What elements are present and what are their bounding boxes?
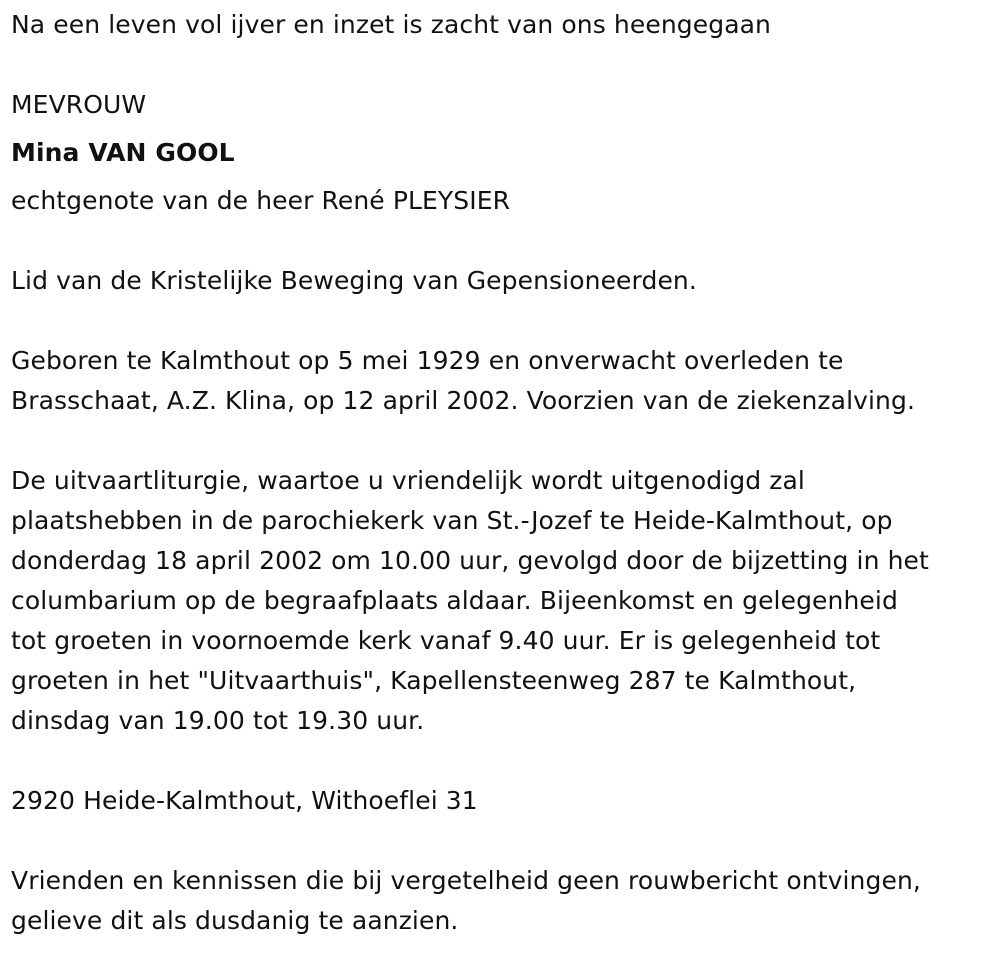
title-honorific: MEVROUW (11, 90, 147, 119)
membership-line: Lid van de Kristelijke Beweging van Gepensioneerden. (11, 266, 697, 295)
funeral-line: tot groeten in voornoemde kerk vanaf 9.40 uur. Er is gelegenheid tot (11, 626, 881, 655)
closing-line: Vrienden en kennissen die bij vergetelheid geen rouwbericht ontvingen, (11, 866, 921, 895)
deceased-name: Mina VAN GOOL (11, 138, 235, 167)
closing-line: gelieve dit als dusdanig te aanzien. (11, 906, 459, 935)
funeral-line: plaatshebben in de parochiekerk van St.-Jozef te Heide-Kalmthout, op (11, 506, 893, 535)
birth-death-line: Brasschaat, A.Z. Klina, op 12 april 2002. Voorzien van de ziekenzalving. (11, 386, 916, 415)
funeral-line: groeten in het "Uitvaarthuis", Kapellensteenweg 287 te Kalmthout, (11, 666, 857, 695)
spouse-line: echtgenote van de heer René PLEYSIER (11, 186, 511, 215)
birth-death-line: Geboren te Kalmthout op 5 mei 1929 en onverwacht overleden te (11, 346, 844, 375)
funeral-line: dinsdag van 19.00 tot 19.30 uur. (11, 706, 425, 735)
funeral-line: columbarium op de begraafplaats aldaar. Bijeenkomst en gelegenheid (11, 586, 898, 615)
funeral-line: donderdag 18 april 2002 om 10.00 uur, gevolgd door de bijzetting in het (11, 546, 929, 575)
address-line: 2920 Heide-Kalmthout, Withoeflei 31 (11, 786, 478, 815)
funeral-line: De uitvaartliturgie, waartoe u vriendelijk wordt uitgenodigd zal (11, 466, 805, 495)
intro-line: Na een leven vol ijver en inzet is zacht van ons heengegaan (11, 10, 771, 39)
